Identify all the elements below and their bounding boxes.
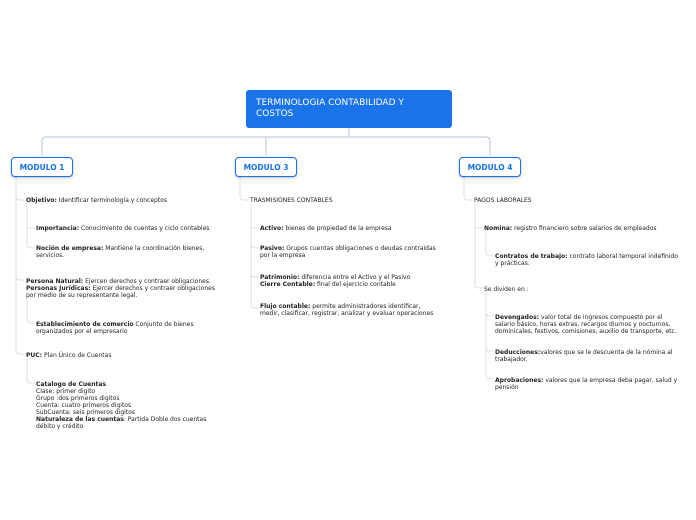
m1-catalogo-grupo: Grupo :dos primeros digitos [36, 395, 120, 402]
m1-naturaleza-value: : Partida Doble dos cuentas débito y crédito [36, 416, 207, 430]
m4-nomina-value: registro financiero sobre salarios de empleados [512, 225, 657, 232]
m1-pjuridica-value: Ejercer derechos y contraer obligaciones por medio de su representante legal. [26, 285, 215, 299]
m3-pasivo-value: Grupos cuentas obligaciones o deudas contraidas por la empresa [260, 245, 436, 259]
m1-puc-value: Plan Único de Cuentas [42, 352, 112, 359]
m1-objetivo-value: Identificar terminología y conceptos [56, 197, 167, 204]
m1-nocion-value: Mantiene la coordinación bienes, servicios. [36, 245, 205, 259]
m1-catalogo-clase: Clase: primer digito [36, 388, 96, 395]
m1-importancia[interactable] [36, 225, 226, 232]
m1-puc[interactable] [26, 352, 176, 359]
m1-establecimiento[interactable] [36, 321, 208, 335]
m3-pasivo-key: Pasivo: [260, 245, 285, 252]
m3-trasmisiones-label: TRASMISIONES CONTABLES [250, 197, 333, 204]
m3-patrimonio-cierre[interactable] [260, 274, 446, 288]
module-4-label: MODULO 4 [467, 162, 513, 172]
module-1-label: MODULO 1 [19, 162, 65, 172]
module-3-label: MODULO 3 [243, 162, 289, 172]
m1-pjuridica-key: Personas Jurídicas: [26, 285, 91, 292]
m3-patrimonio-value: diferencia entre el Activo y el Pasivo [299, 274, 411, 281]
m4-contratos[interactable] [495, 253, 681, 267]
root-node[interactable] [246, 90, 452, 128]
module-4-node[interactable] [459, 157, 521, 177]
m1-catalogo-title: Catalogo de Cuentas [36, 381, 107, 388]
m1-establecimiento-value: Conjunto de bienes organizados por el empresario [36, 321, 194, 335]
m1-personas[interactable] [26, 278, 218, 299]
m3-cierre [260, 281, 446, 288]
m3-pasivo[interactable] [260, 245, 446, 259]
m4-dividen[interactable] [484, 286, 584, 293]
m3-cierre-value: final del ejercicio contable [315, 281, 396, 288]
m1-establecimiento-key: Establecimiento de comercio [36, 321, 134, 328]
m4-aprobaciones[interactable] [495, 377, 681, 391]
m3-activo[interactable] [260, 225, 450, 232]
m1-nocion[interactable] [36, 245, 208, 259]
m3-flujo[interactable] [260, 303, 440, 317]
m1-persona-juridica [26, 285, 218, 299]
m1-naturaleza-key: Naturaleza de las cuentas [36, 416, 124, 423]
m1-catalogo-subcuenta: SubCuenta: seis primeros digitos [36, 409, 135, 416]
m1-pnatural-key: Persona Natural: [26, 278, 84, 285]
m4-aprobaciones-key: Aprobaciones: [495, 377, 544, 384]
m3-trasmisiones[interactable] [250, 197, 400, 204]
m1-importancia-value: Conocimiento de cuentas y ciclo contables [79, 225, 210, 232]
module-3-node[interactable] [235, 157, 297, 177]
m1-puc-key: PUC: [26, 352, 43, 359]
m1-importancia-key: Importancia: [36, 225, 80, 232]
m4-pagos-label: PAGOS LABORALES [474, 197, 532, 204]
m4-deducciones[interactable] [495, 349, 681, 363]
m4-devengados-key: Devengados: [495, 314, 540, 321]
m3-cierre-key: Cierre Contable: [260, 281, 316, 288]
m1-objetivo-key: Objetivo: [26, 197, 57, 204]
m1-pnatural-value: Ejercen derechos y contraer obligaciones. [83, 278, 211, 285]
m3-flujo-key: Flujo contable: [260, 303, 311, 310]
m4-aprobaciones-value: valores que la empresa deba pagar, salud y pensión [495, 377, 678, 391]
module-1-node[interactable] [11, 157, 73, 177]
m4-contratos-value: contrato laboral temporal indefinido y prácticas. [495, 253, 679, 267]
m1-objetivo[interactable] [26, 197, 226, 204]
m1-persona-natural [26, 278, 218, 285]
root-title: TERMINOLOGIA CONTABILIDAD Y COSTOS [256, 98, 404, 119]
m4-nomina-key: Nomina: [484, 225, 513, 232]
m1-nocion-key: Noción de empresa: [36, 245, 104, 252]
m4-deducciones-value: valores que se le descuenta de la nómina al trabajador. [495, 349, 673, 363]
m1-catalogo[interactable] [36, 381, 214, 430]
m4-nomina[interactable] [484, 225, 684, 232]
m4-deducciones-key: Deducciones: [495, 349, 541, 356]
m4-dividen-label: Se dividen en : [484, 286, 529, 293]
m3-flujo-value: permite administradores identificar, medir, clasificar, registrar, analizar y evaluar operaciones [260, 303, 434, 317]
m4-devengados[interactable] [495, 314, 683, 335]
m3-patrimonio [260, 274, 446, 281]
m4-pagos[interactable] [474, 197, 624, 204]
m4-contratos-key: Contratos de trabajo: [495, 253, 568, 260]
m1-catalogo-cuenta: Cuenta: cuatro primeros digitos [36, 402, 132, 409]
m3-patrimonio-key: Patrimonio: [260, 274, 300, 281]
m4-devengados-value: valor total de ingresos compuesto por el salario básico, horas extras, recargos diurnos y nocturnos, dominicales, festivos, comisiones, auxilio de transporte, etc. [495, 314, 677, 335]
m3-activo-key: Activo: [260, 225, 284, 232]
m3-activo-value: bienes de propiedad de la empresa [283, 225, 392, 232]
